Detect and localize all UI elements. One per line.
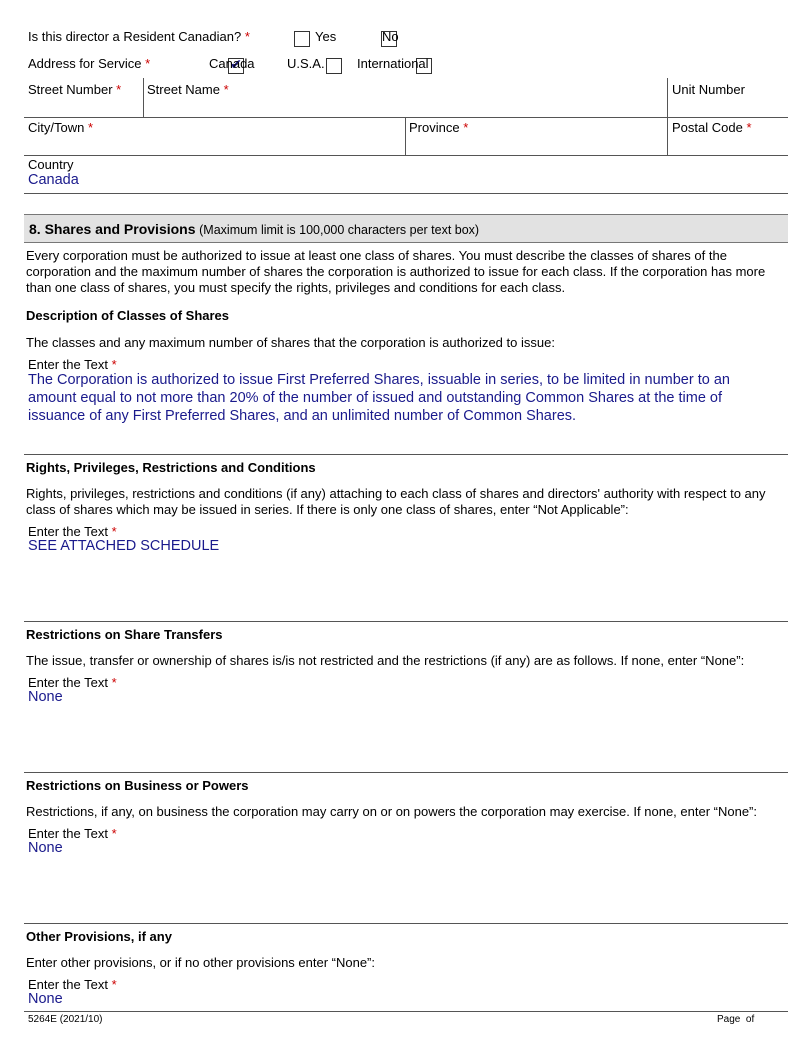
section-8-title: 8. Shares and Provisions xyxy=(29,221,196,237)
divider xyxy=(24,193,788,194)
postal-code-field[interactable]: Postal Code * xyxy=(672,120,752,135)
rights-heading: Rights, Privileges, Restrictions and Conditions xyxy=(26,460,316,475)
section-8-intro: Every corporation must be authorized to issue at least one class of shares. You must describe the classes of shares of the corporation and the maximum number of shares the corporation is authorized to issue for each class. If the corporation has more than one class of shares, you must specify the rights, privileges and conditions for each class. xyxy=(26,248,766,295)
rights-text-value[interactable]: SEE ATTACHED SCHEDULE xyxy=(28,538,220,554)
business-enter-label: Enter the Text * xyxy=(28,826,117,841)
street-number-field[interactable]: Street Number * xyxy=(28,82,122,97)
country-value[interactable]: Canada xyxy=(28,172,79,188)
business-text-value[interactable]: None xyxy=(28,840,63,856)
street-name-field[interactable]: Street Name * xyxy=(147,82,229,97)
divider xyxy=(24,772,788,773)
other-enter-label: Enter the Text * xyxy=(28,977,117,992)
canada-label: Canada xyxy=(209,56,255,71)
transfers-heading: Restrictions on Share Transfers xyxy=(26,627,223,642)
international-label: International xyxy=(357,56,429,71)
country-label: Country xyxy=(28,157,74,172)
address-for-service-label: Address for Service * xyxy=(28,56,151,71)
usa-checkbox[interactable] xyxy=(326,58,342,74)
province-field[interactable]: Province * xyxy=(409,120,469,135)
section-8-note: (Maximum limit is 100,000 characters per text box) xyxy=(199,223,480,237)
rights-enter-label: Enter the Text * xyxy=(28,524,117,539)
divider xyxy=(24,454,788,455)
classes-heading: Description of Classes of Shares xyxy=(26,308,230,323)
transfers-enter-label: Enter the Text * xyxy=(28,675,117,690)
divider xyxy=(24,117,788,118)
section-8-header xyxy=(24,214,788,243)
other-heading: Other Provisions, if any xyxy=(26,929,172,944)
resident-no-label: No xyxy=(382,29,399,44)
divider xyxy=(24,155,788,156)
city-field[interactable]: City/Town * xyxy=(28,120,94,135)
classes-text-value[interactable]: The Corporation is authorized to issue First Preferred Shares, issuable in series, to be limited in number to an amount equal to not more than 20% of the number of issued and outstanding Common Shares at the time of issuance of any First Preferred Shares, and an unlimited number of Common Shares. xyxy=(28,372,730,424)
unit-number-field[interactable]: Unit Number xyxy=(672,82,745,97)
divider xyxy=(24,923,788,924)
transfers-text-value[interactable]: None xyxy=(28,689,63,705)
rights-description: Rights, privileges, restrictions and conditions (if any) attaching to each class of shares and directors' authority with respect to any class of shares which may be issued in series. If there is only one class of shares, enter “Not Applicable”: xyxy=(26,486,766,517)
usa-label: U.S.A. xyxy=(287,56,325,71)
classes-description: The classes and any maximum number of shares that the corporation is authorized to issue: xyxy=(26,335,555,350)
other-text-value[interactable]: None xyxy=(28,991,63,1007)
divider xyxy=(405,117,406,156)
divider xyxy=(24,1011,788,1012)
resident-yes-checkbox[interactable] xyxy=(294,31,310,47)
other-description: Enter other provisions, or if no other provisions enter “None”: xyxy=(26,955,376,970)
resident-question: Is this director a Resident Canadian? * xyxy=(28,29,250,44)
business-heading: Restrictions on Business or Powers xyxy=(26,778,249,793)
transfers-description: The issue, transfer or ownership of shares is/is not restricted and the restrictions (if any) are as follows. If none, enter “None”: xyxy=(26,653,745,668)
form-id: 5264E (2021/10) xyxy=(28,1014,103,1025)
divider xyxy=(24,621,788,622)
page-number: Page of xyxy=(717,1014,755,1025)
resident-yes-label: Yes xyxy=(315,29,337,44)
divider xyxy=(143,78,144,118)
classes-enter-label: Enter the Text * xyxy=(28,357,117,372)
business-description: Restrictions, if any, on business the corporation may carry on or on powers the corporation may exercise. If none, enter “None”: xyxy=(26,804,757,819)
